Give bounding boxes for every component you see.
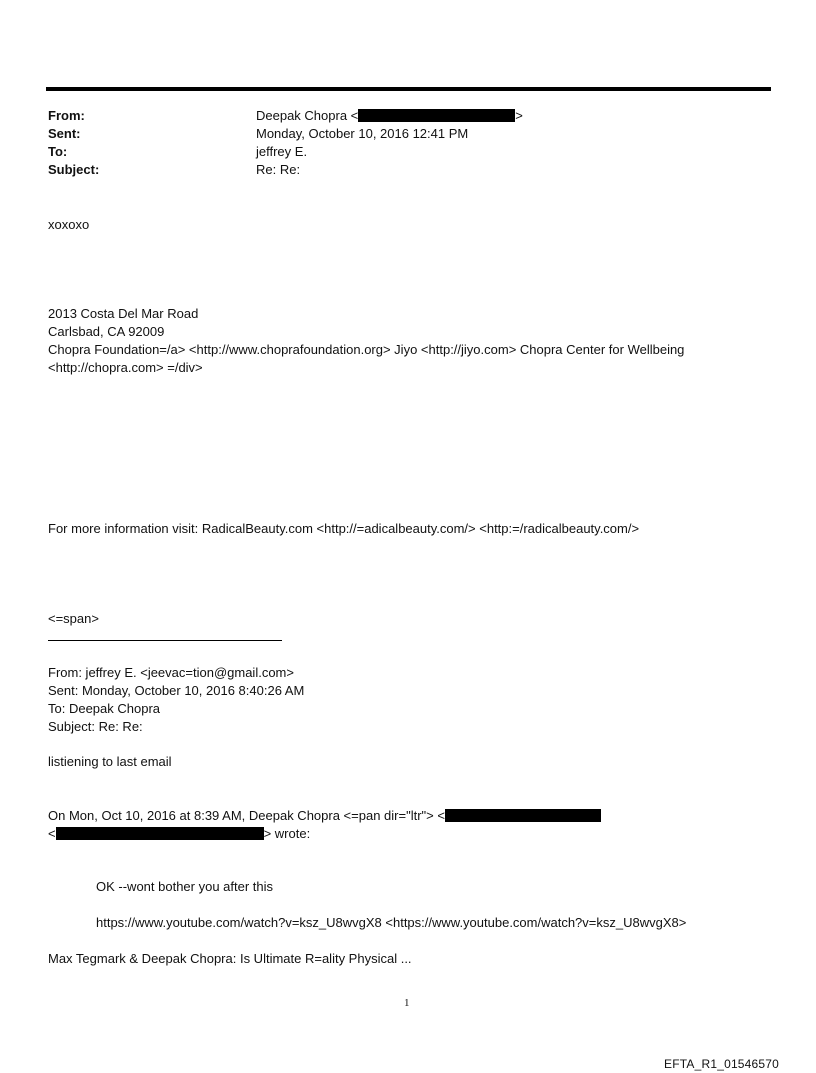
quoted-to: To: Deepak Chopra <box>48 701 161 716</box>
on-line-2 <box>48 825 310 843</box>
address-line-2: Carlsbad, CA 92009 <box>48 324 165 339</box>
on-line-2-open: < <box>48 826 56 841</box>
redaction-block <box>56 827 264 840</box>
from-label: From: <box>48 108 85 123</box>
inner-message: OK --wont bother you after this <box>96 879 274 894</box>
subject-label: Subject: <box>48 162 100 177</box>
redaction-block <box>358 109 515 122</box>
sent-label: Sent: <box>48 126 81 141</box>
quoted-from: From: jeffrey E. <jeevac=tion@gmail.com> <box>48 665 294 680</box>
span-tag: <=span> <box>48 611 99 626</box>
to-value: jeffrey E. <box>256 144 308 159</box>
redaction-block <box>445 809 601 822</box>
address-line-1: 2013 Costa Del Mar Road <box>48 306 199 321</box>
from-close: > <box>515 108 523 123</box>
from-name: Deepak Chopra < <box>256 108 359 123</box>
on-line-2-wrote: > wrote: <box>263 826 311 841</box>
links-line-1: Chopra Foundation=/a> <http://www.choprafoundation.org> Jiyo <http://jiyo.com> Chopra Center for Wellbeing <box>48 342 685 357</box>
links-line-2: <http://chopra.com> =/div> <box>48 360 203 375</box>
sent-value: Monday, October 10, 2016 12:41 PM <box>256 126 469 141</box>
page-number: 1 <box>404 997 410 1009</box>
on-line-1-text: On Mon, Oct 10, 2016 at 8:39 AM, Deepak Chopra <=pan dir="ltr"> < <box>48 808 445 823</box>
document-id: EFTA_R1_01546570 <box>664 1057 780 1071</box>
quoted-message: listiening to last email <box>48 754 172 769</box>
subject-value: Re: Re: <box>256 162 301 177</box>
quoted-subject: Subject: Re: Re: <box>48 719 143 734</box>
video-title-line: Max Tegmark & Deepak Chopra: Is Ultimate R=ality Physical ... <box>48 951 412 966</box>
greeting: xoxoxo <box>48 217 90 232</box>
from-value <box>256 107 523 125</box>
separator-rule <box>48 640 282 641</box>
on-line-1 <box>48 807 601 825</box>
top-rule <box>46 87 771 91</box>
to-label: To: <box>48 144 68 159</box>
more-info-line: For more information visit: RadicalBeauty.com <http://=adicalbeauty.com/> <http:=/radicalbeauty.com/> <box>48 521 640 536</box>
quoted-sent: Sent: Monday, October 10, 2016 8:40:26 AM <box>48 683 305 698</box>
youtube-link-line[interactable]: https://www.youtube.com/watch?v=ksz_U8wvgX8 <https://www.youtube.com/watch?v=ksz_U8wvgX8> <box>96 915 687 930</box>
